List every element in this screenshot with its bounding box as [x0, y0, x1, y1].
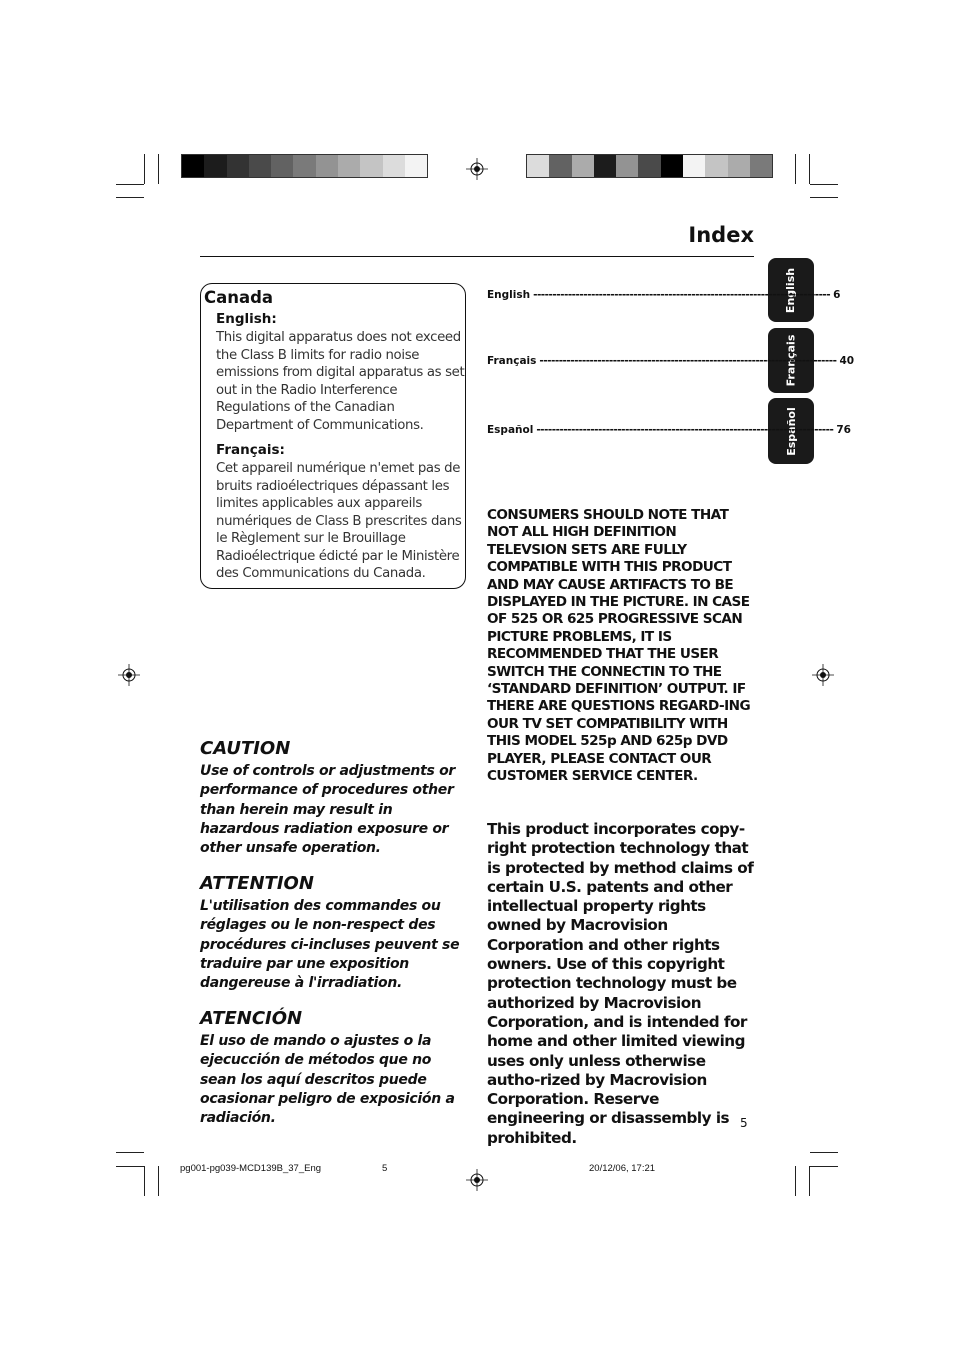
canada-english-text: This digital apparatus does not exceed the Class B limits for radio noise emissions from digital apparatus as set out in the Radio Interference Regulations of the Canadian Department of Communications. — [216, 330, 465, 433]
toc-page: 40 — [839, 355, 855, 367]
calibration-swatch — [360, 155, 382, 177]
caution-heading: CAUTION — [200, 738, 291, 759]
calibration-swatch — [527, 155, 549, 177]
calibration-swatch — [204, 155, 226, 177]
canada-french-heading: Français: — [216, 442, 285, 458]
toc-leader: ----------------------------------------------------------------------------- — [533, 289, 831, 301]
hdtv-compatibility-notice: CONSUMERS SHOULD NOTE THAT NOT ALL HIGH DEFINITION TELEVSION SETS ARE FULLY COMPATIBLE WITH THIS PRODUCT AND MAY CAUSE ARTIFACTS TO BE DISPLAYED IN THE PICTURE. IN CASE OF 525 OR 625 PROGRESSIVE SCAN PICTURE PROBLEMS, IT IS RECOMMENDED THAT THE USER SWITCH THE CONNECTIN TO THE ‘STANDARD DEFINITION’ OUTPUT. IF THERE ARE QUESTIONS REGARD-ING OUR TV SET COMPATIBILITY WITH THIS MODEL 525p AND 625p DVD PLAYER, PLEASE CONTACT OUR CUSTOMER SERVICE CENTER. — [487, 507, 751, 785]
calibration-swatch — [638, 155, 660, 177]
calibration-swatch — [549, 155, 571, 177]
calibration-swatch — [182, 155, 204, 177]
registration-mark-icon — [466, 158, 488, 180]
calibration-swatch — [661, 155, 683, 177]
toc-page: 6 — [833, 289, 841, 301]
attention-heading: ATTENTION — [200, 873, 314, 894]
calibration-strip-right — [526, 154, 773, 178]
calibration-swatch — [227, 155, 249, 177]
calibration-swatch — [750, 155, 772, 177]
toc-label: Français — [487, 355, 537, 367]
registration-mark-icon — [466, 1169, 488, 1191]
toc-leader: ----------------------------------------------------------------------------- — [539, 355, 837, 367]
page-title: Index — [688, 223, 754, 247]
toc-leader: ----------------------------------------------------------------------------- — [536, 424, 834, 436]
calibration-strip-left — [181, 154, 428, 178]
calibration-swatch — [316, 155, 338, 177]
title-divider — [200, 256, 754, 257]
calibration-swatch — [271, 155, 293, 177]
atencion-text: El uso de mando o ajustes o la ejecucción de métodos que no sean los aquí descritos puede ocasionar peligro de exposición a radiación. — [200, 1033, 455, 1127]
toc-label: Español — [487, 424, 534, 436]
toc-row-francais[interactable] — [487, 355, 855, 367]
calibration-swatch — [572, 155, 594, 177]
tab-label: Español — [784, 406, 798, 456]
toc-label: English — [487, 289, 531, 301]
footer-filename: pg001-pg039-MCD139B_37_Eng — [180, 1163, 322, 1174]
canada-french-text: Cet appareil numérique n'emet pas de bruits radioélectriques dépassant les limites applicables aux appareils numériques de Class B prescrites dans le Règlement sur le Brouillage Radioélectrique édicté par le Ministère des Communications du Canada. — [216, 461, 462, 581]
toc-row-english[interactable] — [487, 289, 841, 301]
calibration-swatch — [383, 155, 405, 177]
calibration-swatch — [405, 155, 427, 177]
toc-page: 76 — [836, 424, 851, 436]
canada-title: Canada — [204, 288, 274, 307]
tab-label: English — [784, 267, 798, 313]
calibration-swatch — [705, 155, 727, 177]
calibration-swatch — [683, 155, 705, 177]
registration-mark-icon — [118, 664, 140, 686]
calibration-swatch — [594, 155, 616, 177]
toc-row-espanol[interactable] — [487, 424, 851, 436]
attention-text: L'utilisation des commandes ou réglages ou le non-respect des procédures ci-incluses peuvent se traduire par une exposition dangereuse à l'irradiation. — [200, 898, 460, 992]
atencion-heading: ATENCIÓN — [200, 1008, 303, 1029]
caution-text: Use of controls or adjustments or performance of procedures other than herein may result in hazardous radiation exposure or other unsafe operation. — [200, 763, 455, 857]
registration-mark-icon — [812, 664, 834, 686]
footer-datetime: 20/12/06, 17:21 — [589, 1163, 656, 1174]
calibration-swatch — [293, 155, 315, 177]
page-number: 5 — [740, 1116, 748, 1130]
calibration-swatch — [338, 155, 360, 177]
canada-english-heading: English: — [216, 311, 277, 327]
footer-page: 5 — [382, 1163, 388, 1174]
tab-label: Français — [784, 334, 798, 387]
calibration-swatch — [728, 155, 750, 177]
calibration-swatch — [249, 155, 271, 177]
calibration-swatch — [616, 155, 638, 177]
macrovision-notice: This product incorporates copy-right protection technology that is protected by method claims of certain U.S. patents and other intellectual property rights owned by Macrovision Corporation and other rights owners. Use of this copyright protection technology must be authorized by Macrovision Corporation, and is intended for home and other limited viewing uses only unless otherwise autho-rized by Macrovision Corporation. Reserve engineering or disassembly is prohibited. — [487, 820, 754, 1147]
